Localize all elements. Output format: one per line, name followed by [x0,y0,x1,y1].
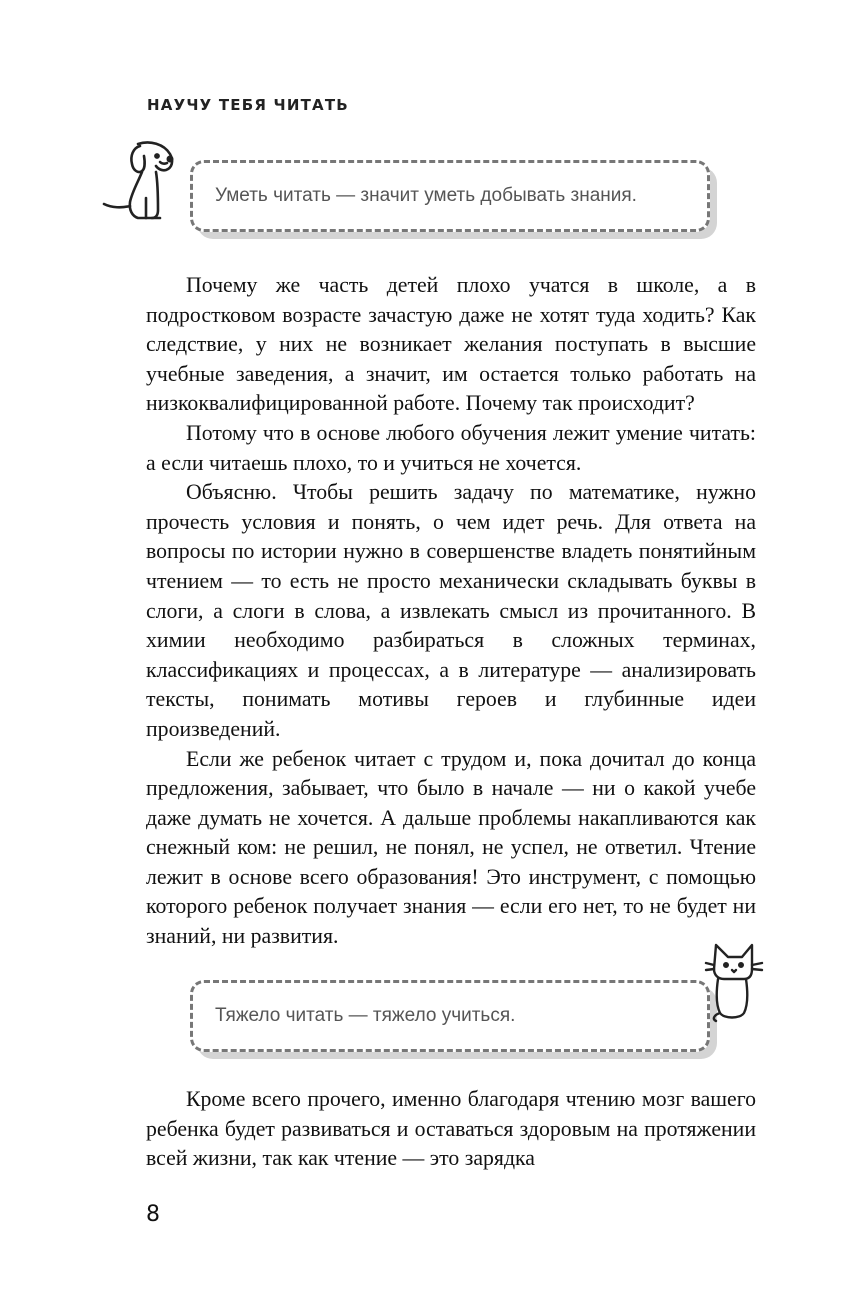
page-number: 8 [146,1202,160,1227]
paragraph-5: Кроме всего прочего, именно благодаря чтению мозг вашего ребенка будет развиваться и оставаться здоровым на протяжении всей жизни, так как чтение — это зарядка [146,1087,756,1171]
body-text [146,271,756,952]
quote-callout-2 [190,980,710,1052]
callout-text: Тяжело читать — тяжело учиться. [190,980,710,1052]
running-head-title: НАУЧУ ТЕБЯ ЧИТАТЬ [147,96,349,114]
body-text-continued [146,1085,756,1174]
cat-icon [704,941,764,1023]
paragraph-3: Объясню. Чтобы решить задачу по математике, нужно прочесть условия и понять, о чем идет речь. Для ответа на вопросы по истории нужно в совершенстве владеть понятийным чтением — то есть не просто механически складывать буквы в слоги, а слоги в слова, а извлекать смысл из прочитанного. В химии необходимо разбираться в сложных терминах, классификациях и процессах, а в литературе — анализировать тексты, понимать мотивы героев и глубинные идеи произведений. [146,480,756,741]
quote-callout-1 [190,160,710,232]
dog-icon [100,138,182,222]
paragraph-2: Потому что в основе любого обучения лежит умение читать: а если читаешь плохо, то и учиться не хочется. [146,420,756,475]
callout-text: Уметь читать — значит уметь добывать знания. [190,160,710,232]
paragraph-1: Почему же часть детей плохо учатся в школе, а в подростковом возрасте зачастую даже не хотят туда ходить? Как следствие, у них не возникает желания поступать в высшие учебные заведения, а значит, им остается только работать на низкоквалифицированной работе. Почему так происходит? [146,273,756,416]
paragraph-4: Если же ребенок читает с трудом и, пока дочитал до конца предложения, забывает, что было в начале — ни о какой учебе даже думать не хочется. А дальше проблемы накапливаются как снежный ком: не решил, не понял, не успел, не ответил. Чтение лежит в основе всего образования! Это инструмент, с помощью которого ребенок получает знания — если его нет, то не будет ни знаний, ни развития. [146,746,756,949]
